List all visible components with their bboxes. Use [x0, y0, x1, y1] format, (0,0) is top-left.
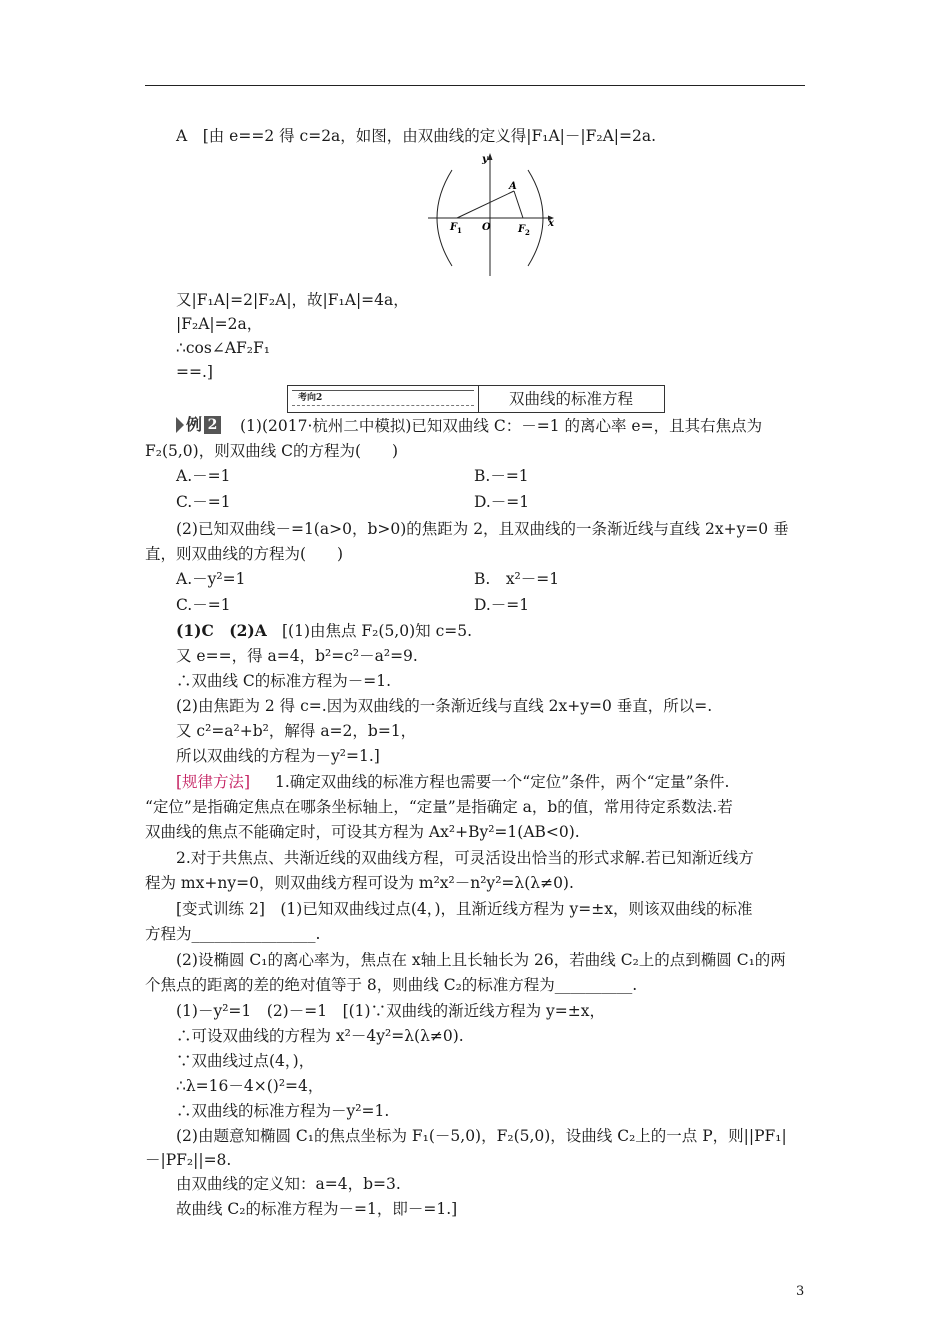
solution-line: (2)由题意知椭圆 C₁的焦点坐标为 F₁(－5,0)，F₂(5,0)，设曲线 C₂上的一点 P，则||PF₁| — [176, 1127, 787, 1145]
solution-line: 又 c²=a²+b²，解得 a=2，b=1， — [176, 722, 417, 740]
triangle-icon — [176, 417, 184, 433]
question-line: F₂(5,0)，则双曲线 C的方程为( ) — [145, 442, 399, 460]
text-line: ==.] — [176, 363, 213, 381]
option-a: A.－=1 — [176, 467, 231, 485]
method-tag: [规律方法] — [176, 773, 251, 791]
option-b: B.－=1 — [474, 467, 529, 485]
exercise-line: 方程为________________. — [145, 925, 321, 943]
x-axis-label: x — [548, 218, 554, 229]
answer-line: A [由 e==2 得 c=2a，如图，由双曲线的定义得|F₁A|－|F₂A|=2a. — [176, 127, 657, 145]
option-d: D.－=1 — [474, 596, 530, 614]
text-line: ∴cos∠AF₂F₁ — [176, 339, 270, 357]
topic-title: 双曲线的标准方程 — [508, 390, 633, 408]
method-line: 双曲线的焦点不能确定时，可设其方程为 Ax²+By²=1(AB<0). — [145, 823, 580, 841]
focus-f1-subscript: 1 — [457, 226, 462, 235]
method-line: “定位”是指确定焦点在哪条坐标轴上，“定量”是指确定 a，b的值，常用待定系数法.若 — [145, 798, 733, 816]
method-line: 2.对于共焦点、共渐近线的双曲线方程，可灵活设出恰当的形式求解.若已知渐近线方 — [176, 849, 754, 867]
point-a-label: A — [509, 181, 517, 192]
page-number: 3 — [796, 1284, 805, 1299]
exercise-line: (2)设椭圆 C₁的离心率为，焦点在 x轴上且长轴长为 26，若曲线 C₂上的点到椭圆 C₁的两 — [176, 951, 786, 969]
topic-tag: 考向2 — [292, 390, 474, 406]
answer-key: (1)C (2)A — [176, 621, 267, 640]
option-c: C.－=1 — [176, 596, 231, 614]
exercise-line: 个焦点的距离的差的绝对值等于 8，则曲线 C₂的标准方程为__________. — [145, 976, 638, 994]
solution-line: －|PF₂||=8. — [145, 1151, 232, 1169]
option-a: A.－y²=1 — [176, 570, 246, 588]
solution-line: 由双曲线的定义知：a=4，b=3. — [176, 1175, 401, 1193]
focus-f2-label: F — [518, 224, 526, 235]
solution-line: ∴双曲线的标准方程为－y²=1. — [176, 1102, 390, 1120]
solution-line: ∴可设双曲线的方程为 x²－4y²=λ(λ≠0). — [176, 1027, 464, 1045]
origin-label: O — [482, 222, 491, 233]
question-line: (1)(2017·杭州二中模拟)已知双曲线 C：－=1 的离心率 e=，且其右焦点为 — [240, 417, 763, 435]
solution-line: 故曲线 C₂的标准方程为－=1，即－=1.] — [176, 1200, 458, 1218]
example-label: 例 — [186, 415, 203, 434]
hyperbola-figure — [420, 150, 560, 278]
solution-line: (2)由焦距为 2 得 c=.因为双曲线的一条渐近线与直线 2x+y=0 垂直，所以=. — [176, 697, 713, 715]
solution-line: ∵双曲线过点(4，)， — [176, 1052, 315, 1070]
header-rule — [145, 85, 805, 86]
option-d: D.－=1 — [474, 493, 530, 511]
topic-header-box — [287, 385, 665, 413]
question-line: 直，则双曲线的方程为( ) — [145, 545, 344, 563]
exercise-line: [变式训练 2] (1)已知双曲线过点(4，)，且渐近线方程为 y=±x，则该双曲线的标准 — [176, 900, 753, 918]
method-line: 1.确定双曲线的标准方程也需要一个“定位”条件，两个“定量”条件. — [275, 773, 730, 791]
option-c: C.－=1 — [176, 493, 231, 511]
y-axis-label: y — [482, 154, 488, 165]
example-number: 2 — [204, 416, 221, 434]
option-b: B. x²－=1 — [474, 570, 560, 588]
solution-line: [(1)由焦点 F₂(5,0)知 c=5. — [282, 622, 473, 640]
focus-f1-label: F — [450, 222, 458, 233]
solution-line: ∴双曲线 C的标准方程为－=1. — [176, 672, 392, 690]
text-line: |F₂A|=2a， — [176, 315, 263, 333]
focus-f2-subscript: 2 — [525, 228, 530, 237]
exercise-answer: (1)－y²=1 (2)－=1 [(1)∵双曲线的渐近线方程为 y=±x， — [176, 1002, 605, 1020]
solution-line: 所以双曲线的方程为－y²=1.] — [176, 747, 380, 765]
text-line: 又|F₁A|=2|F₂A|，故|F₁A|=4a， — [176, 291, 409, 309]
question-line: (2)已知双曲线－=1(a>0，b>0)的焦距为 2，且双曲线的一条渐近线与直线 2x+y=0 垂 — [176, 520, 789, 538]
solution-line: 又 e==，得 a=4，b²=c²－a²=9. — [176, 647, 418, 665]
method-line: 程为 mx+ny=0，则双曲线方程可设为 m²x²－n²y²=λ(λ≠0). — [145, 874, 574, 892]
solution-line: ∴λ=16－4×()²=4， — [176, 1077, 324, 1095]
